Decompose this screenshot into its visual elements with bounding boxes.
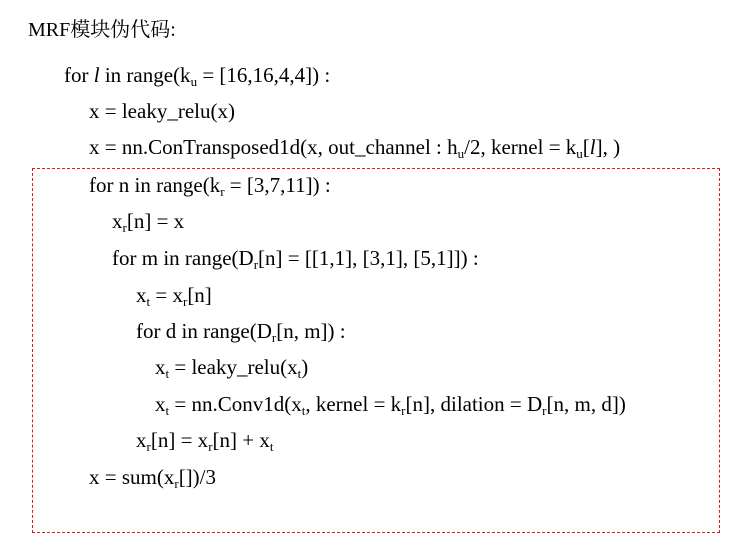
code-line-5: $x_r[n] = x$	[112, 209, 185, 235]
code-line-7: $x_t = x_r[n]$	[136, 283, 212, 309]
code-line-2: x = leaky_relu(x)	[89, 99, 235, 123]
code-line-1: for l in $range(k_u = [16,16,4,4])$ :	[64, 63, 331, 89]
code-line-6: for m in $range(D_r[n] = [[1,1]$, [3,1], [5,1]]) :	[112, 246, 479, 272]
pseudocode-title: MRF模块伪代码:	[28, 19, 176, 41]
code-line-11: $x_r[n] = x_r[n] + x_t$	[136, 428, 274, 454]
code-line-10: $x_t$ = $nn.Conv1d(x_t$, kernel = $k_r[n]$, dilation = $D_r[n$, m, d])	[155, 392, 626, 418]
code-line-8: for d in $range(D_r[n$, m]) :	[136, 319, 346, 345]
code-line-4: for n in $range(k_r = [3,7,11])$ :	[89, 173, 331, 199]
code-line-12: $x = sum(x_r[])/3$	[89, 465, 217, 491]
code-line-9: $x_t$ = $leaky\_relu(x_t)$	[155, 355, 309, 381]
code-line-3: x = nn.ConTransposed1d(x, out_channel : $h_u/2$, kernel = $k_u[l]$, )	[89, 135, 621, 161]
